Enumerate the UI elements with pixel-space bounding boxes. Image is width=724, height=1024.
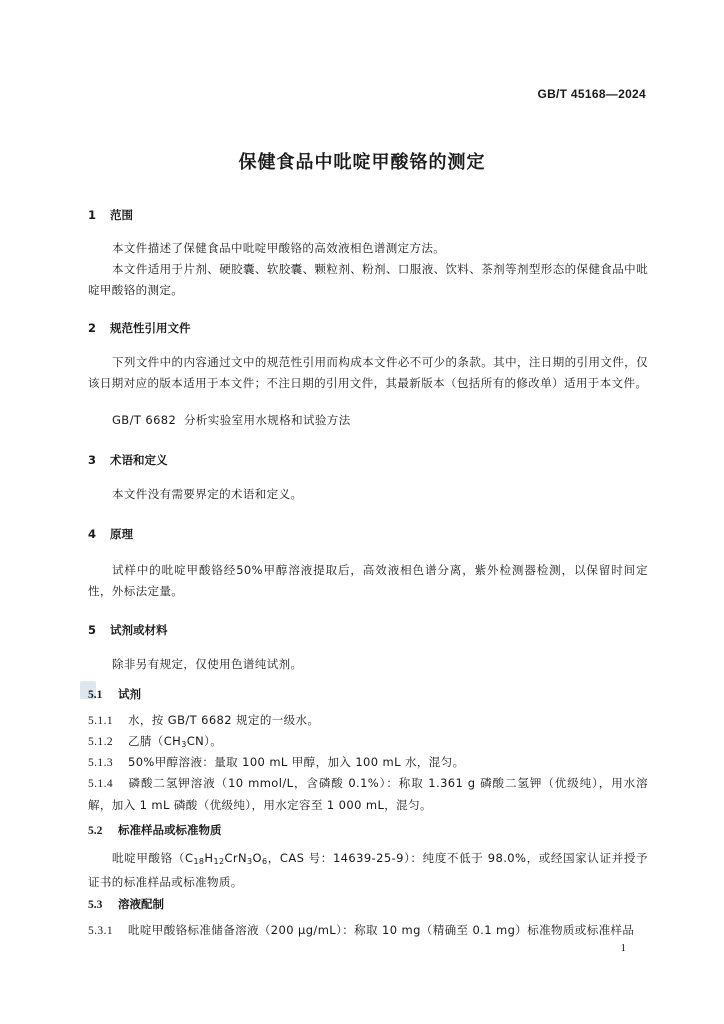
- subsection-number: 5.1: [88, 689, 103, 701]
- section-3-paragraph-1: 本文件没有需要界定的术语和定义。: [112, 487, 303, 501]
- subscript: 12: [213, 857, 225, 866]
- subsection-number: 5.3: [88, 899, 103, 911]
- section-5-paragraph-1: 除非另有规定，仅使用色谱纯试剂。: [112, 657, 303, 671]
- page-number: 1: [620, 942, 626, 954]
- section-number: 2: [88, 321, 97, 335]
- subsection-title: 溶液配制: [118, 897, 164, 911]
- formula-text: CrN: [224, 851, 248, 865]
- section-number: 1: [88, 208, 97, 222]
- page-title: 保健食品中吡啶甲酸铬的测定: [238, 152, 486, 173]
- clause-number: 5.3.1: [88, 925, 113, 937]
- clause-number: 5.1.2: [88, 736, 113, 748]
- clause-number: 5.1.1: [88, 715, 113, 727]
- section-number: 4: [88, 527, 97, 541]
- clause-text: 吡啶甲酸铬标准储备溶液（200 μg/mL）：称取 10 mg（精确至 0.1 mg）标准物质或标准样品: [128, 923, 635, 937]
- section-number: 3: [88, 453, 97, 467]
- section-title: 试剂或材料: [110, 623, 168, 637]
- normative-reference: [112, 410, 672, 431]
- section-5-heading: [88, 622, 168, 638]
- section-title: 术语和定义: [110, 453, 168, 467]
- section-1-paragraph-1: 本文件描述了保健食品中吡啶甲酸铬的高效液相色谱测定方法。: [112, 241, 446, 255]
- clause-text-end: CN）。: [186, 734, 223, 748]
- clause-5-1-4: [88, 773, 648, 816]
- subscript: 3: [247, 857, 253, 866]
- section-3-heading: [88, 452, 168, 468]
- section-2-paragraph-1: 下列文件中的内容通过文中的规范性引用而构成本文件必不可少的条款。其中，注日期的引用文件，仅该日期对应的版本适用于本文件；不注日期的引用文件，其最新版本（包括所有的修改单）适用于本文件。: [88, 355, 648, 390]
- reference-title: 分析实验室用水规格和试验方法: [184, 413, 351, 427]
- paragraph-text: ，CAS 号：14639-25-9）：纯度不低于 98.0%，或经国家认证并授予证书的标准样品或标准物质。: [88, 851, 648, 889]
- clause-5-1-3: [88, 752, 648, 774]
- clause-text: 磷酸二氢钾溶液（10 mmol/L，含磷酸 0.1%）：称取 1.361 g 磷酸二氢钾（优级纯），用水溶解，加入 1 mL 磷酸（优级纯），用水定容至 1 000 mL，混匀。: [88, 776, 648, 812]
- subsection-title: 标准样品或标准物质: [118, 823, 222, 837]
- section-title: 规范性引用文件: [110, 321, 191, 335]
- section-2-heading: [88, 320, 191, 336]
- formula-text: 吡啶甲酸铬（C: [112, 851, 194, 865]
- subsection-5-2-heading: [88, 822, 222, 838]
- clause-number: 5.1.4: [88, 778, 113, 790]
- subscript: 18: [193, 857, 205, 866]
- reference-code: GB/T 6682: [112, 413, 177, 427]
- subsection-5-3-heading: [88, 896, 164, 912]
- clause-number: 5.1.3: [88, 757, 113, 769]
- formula-text: O: [252, 851, 262, 865]
- clause-text: 乙腈（CH: [128, 734, 182, 748]
- section-4-heading: [88, 526, 133, 542]
- clause-text: 50%甲醇溶液：量取 100 mL 甲醇，加入 100 mL 水，混匀。: [128, 755, 465, 769]
- subsection-number: 5.2: [88, 825, 103, 837]
- formula-text: H: [204, 851, 214, 865]
- section-title: 范围: [110, 208, 134, 222]
- subsection-5-2-paragraph: [88, 848, 648, 893]
- clause-5-1-1: [88, 710, 648, 732]
- clause-5-3-1: [88, 920, 648, 942]
- clause-text: 水，按 GB/T 6682 规定的一级水。: [128, 713, 320, 727]
- section-4-paragraph-1: 试样中的吡啶甲酸铬经50%甲醇溶液提取后，高效液相色谱分离，紫外检测器检测，以保留时间定性，外标法定量。: [88, 563, 648, 598]
- standard-code: GB/T 45168—2024: [537, 87, 646, 101]
- section-1-heading: [88, 207, 133, 223]
- subsection-5-1-heading: [88, 686, 141, 702]
- subscript: 6: [261, 857, 268, 866]
- subsection-title: 试剂: [118, 687, 141, 701]
- section-number: 5: [88, 623, 97, 637]
- section-1-paragraph-2: 本文件适用于片剂、硬胶囊、软胶囊、颗粒剂、粉剂、口服液、饮料、茶剂等剂型形态的保健食品中吡啶甲酸铬的测定。: [88, 262, 648, 297]
- section-title: 原理: [110, 527, 134, 541]
- subscript: 3: [181, 740, 187, 749]
